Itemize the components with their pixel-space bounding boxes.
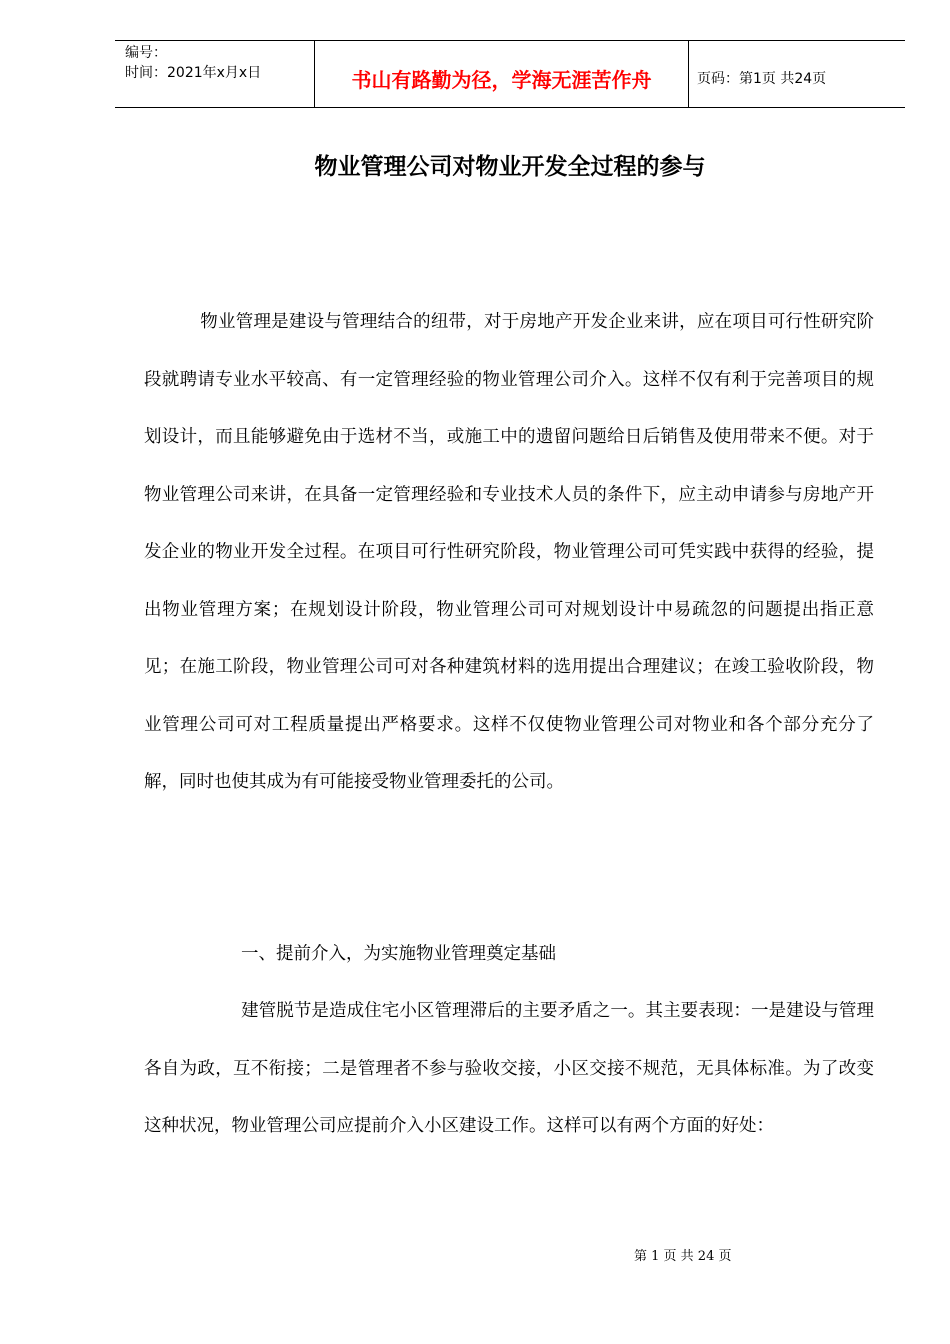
section-heading: 一、提前介入，为实施物业管理奠定基础 — [241, 944, 556, 964]
paragraph-section-1 — [144, 983, 874, 1156]
header-meta — [115, 41, 315, 107]
paragraph-section-1-text: 建管脱节是造成住宅小区管理滞后的主要矛盾之一。其主要表现：一是建设与管理各自为政，互不衔接；二是管理者不参与验收交接，小区交接不规范，无具体标准。为了改变这种状况，物业管理公司应提前介入小区建设工作。这样可以有两个方面的好处： — [144, 1001, 874, 1136]
paragraph-intro — [144, 294, 874, 812]
paragraph-intro-text: 物业管理是建设与管理结合的纽带，对于房地产开发企业来讲，应在项目可行性研究阶段就聘请专业水平较高、有一定管理经验的物业管理公司介入。这样不仅有利于完善项目的规划设计，而且能够避免由于选材不当，或施工中的遗留问题给日后销售及使用带来不便。对于物业管理公司来讲，在具备一定管理经验和专业技术人员的条件下，应主动申请参与房地产开发企业的物业开发全过程。在项目可行性研究阶段，物业管理公司可凭实践中获得的经验，提出物业管理方案；在规划设计阶段，物业管理公司可对规划设计中易疏忽的问题提出指正意见；在施工阶段，物业管理公司可对各种建筑材料的选用提出合理建议；在竣工验收阶段，物业管理公司可对工程质量提出严格要求。这样不仅使物业管理公司对物业和各个部分充分了解，同时也使其成为有可能接受物业管理委托的公司。 — [144, 312, 874, 792]
page-header — [115, 40, 905, 108]
document-title: 物业管理公司对物业开发全过程的参与 — [314, 154, 706, 180]
serial-label: 编号： — [125, 45, 167, 61]
header-motto: 书山有路勤为径，学海无涯苦作舟 — [315, 41, 689, 107]
header-page-info: 页码：第1页 共24页 — [697, 71, 827, 87]
time-label: 时间：2021年x月x日 — [125, 65, 262, 81]
page-footer: 第 1 页 共 24 页 — [634, 1249, 732, 1264]
